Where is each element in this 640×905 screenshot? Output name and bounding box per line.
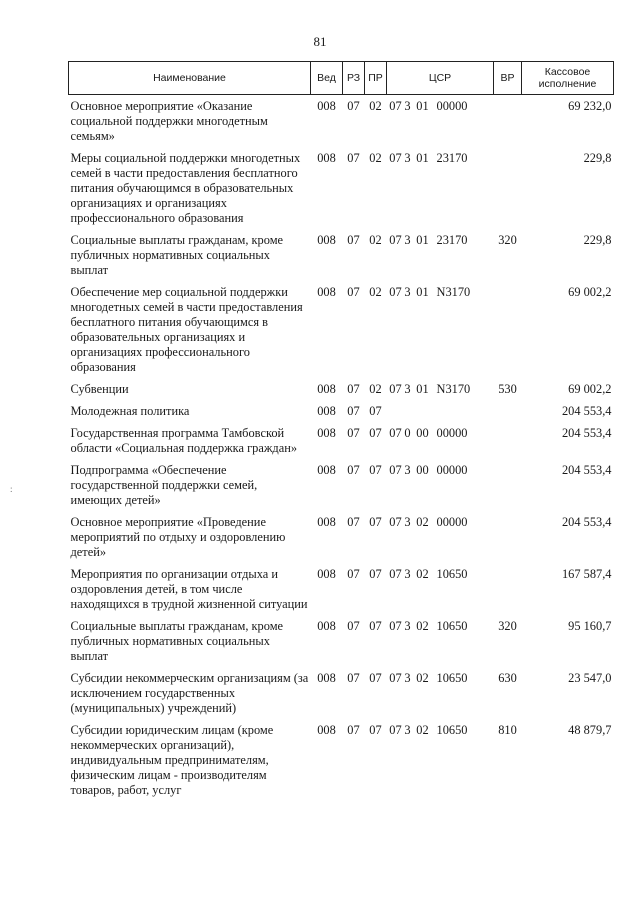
csr-subprogram: 3 [404, 151, 411, 165]
row-rz: 07 [347, 99, 360, 113]
row-csr [387, 563, 494, 615]
csr-subprogram: 3 [404, 463, 411, 477]
row-sum: 204 553,4 [561, 426, 612, 440]
csr-direction: 00000 [436, 99, 468, 113]
csr-program: 07 [389, 567, 402, 581]
row-ved: 008 [317, 515, 336, 529]
csr-activity: 01 [416, 99, 429, 113]
row-csr [387, 229, 494, 281]
row-ved: 008 [317, 671, 336, 685]
row-rz: 07 [347, 233, 360, 247]
margin-mark: : [10, 484, 14, 494]
row-name: Мероприятия по организации отдыха и оздоровления детей, в том числе находящихся в трудной жизненной ситуации [70, 567, 308, 611]
row-vr: 810 [498, 723, 517, 737]
table-row [69, 563, 614, 615]
csr-activity: 02 [416, 619, 429, 633]
row-rz: 07 [347, 151, 360, 165]
row-rz: 07 [347, 382, 360, 396]
row-name: Субсидии юридическим лицам (кроме некоммерческих организаций), индивидуальным предпринимателям, физическим лицам - производителям товаров, работ, услуг [70, 723, 274, 797]
row-ved: 008 [317, 463, 336, 477]
csr-direction: 00000 [436, 515, 468, 529]
row-ved: 008 [317, 99, 336, 113]
csr-subprogram: 3 [404, 619, 411, 633]
row-ved: 008 [317, 567, 336, 581]
row-vr [494, 422, 522, 459]
row-pr: 07 [369, 619, 382, 633]
header-ved: Вед [311, 62, 343, 95]
table-row [69, 667, 614, 719]
csr-direction: N3170 [436, 382, 471, 396]
row-sum: 204 553,4 [561, 463, 612, 477]
row-pr: 07 [369, 723, 382, 737]
row-ved: 008 [317, 723, 336, 737]
row-sum: 167 587,4 [561, 567, 612, 581]
csr-direction: 10650 [436, 671, 468, 685]
row-rz: 07 [347, 723, 360, 737]
row-vr [494, 511, 522, 563]
csr-program: 07 [389, 233, 402, 247]
csr-direction: 10650 [436, 619, 468, 633]
header-rz: РЗ [343, 62, 365, 95]
csr-activity: 01 [416, 285, 429, 299]
csr-subprogram: 3 [404, 233, 411, 247]
csr-program: 07 [389, 151, 402, 165]
table-row [69, 229, 614, 281]
row-ved: 008 [317, 233, 336, 247]
csr-direction: 00000 [436, 426, 468, 440]
row-name: Обеспечение мер социальной поддержки многодетных семей в части предоставления бесплатного питания обучающимся в образовательных организациях и организациях профессионального образования [70, 285, 303, 374]
row-csr [387, 459, 494, 511]
csr-direction: 10650 [436, 723, 468, 737]
csr-program: 07 [389, 99, 402, 113]
csr-activity: 00 [416, 426, 429, 440]
table-row [69, 281, 614, 378]
row-sum: 48 879,7 [568, 723, 612, 737]
row-pr: 02 [369, 233, 382, 247]
table-row [69, 459, 614, 511]
header-name: Наименование [69, 62, 311, 95]
table-row [69, 400, 614, 422]
row-csr [387, 147, 494, 229]
csr-activity: 02 [416, 567, 429, 581]
csr-activity: 02 [416, 723, 429, 737]
row-ved: 008 [317, 404, 336, 418]
csr-subprogram: 3 [404, 99, 411, 113]
csr-program: 07 [389, 426, 402, 440]
budget-table [68, 61, 614, 801]
row-name: Основное мероприятие «Оказание социальной поддержки многодетным семьям» [70, 99, 268, 143]
csr-program: 07 [389, 463, 402, 477]
table-row [69, 511, 614, 563]
csr-program: 07 [389, 285, 402, 299]
row-vr [494, 147, 522, 229]
row-csr [387, 422, 494, 459]
csr-direction: 23170 [436, 233, 468, 247]
row-ved: 008 [317, 285, 336, 299]
header-pr: ПР [365, 62, 387, 95]
row-vr: 630 [498, 671, 517, 685]
csr-direction: 10650 [436, 567, 468, 581]
row-vr [494, 95, 522, 148]
row-name: Социальные выплаты гражданам, кроме публичных нормативных социальных выплат [70, 233, 284, 277]
csr-activity: 02 [416, 515, 429, 529]
row-sum: 69 002,2 [568, 382, 612, 396]
row-pr: 02 [369, 151, 382, 165]
csr-direction: 23170 [436, 151, 468, 165]
csr-program: 07 [389, 619, 402, 633]
row-csr [387, 667, 494, 719]
csr-program: 07 [389, 382, 402, 396]
table-row [69, 95, 614, 148]
row-rz: 07 [347, 285, 360, 299]
row-rz: 07 [347, 515, 360, 529]
table-row [69, 719, 614, 801]
row-vr [494, 400, 522, 422]
csr-activity: 02 [416, 671, 429, 685]
csr-subprogram: 3 [404, 285, 411, 299]
row-pr: 02 [369, 382, 382, 396]
row-pr: 07 [369, 426, 382, 440]
csr-activity: 01 [416, 151, 429, 165]
csr-program: 07 [389, 671, 402, 685]
row-csr [387, 378, 494, 400]
row-vr [494, 281, 522, 378]
row-csr [387, 719, 494, 801]
row-pr: 07 [369, 515, 382, 529]
row-rz: 07 [347, 671, 360, 685]
row-sum: 69 232,0 [568, 99, 612, 113]
csr-activity: 00 [416, 463, 429, 477]
row-sum: 229,8 [583, 151, 612, 165]
csr-subprogram: 3 [404, 382, 411, 396]
row-ved: 008 [317, 619, 336, 633]
table-row [69, 378, 614, 400]
csr-subprogram: 0 [404, 426, 411, 440]
row-ved: 008 [317, 382, 336, 396]
table-body [69, 95, 614, 802]
row-csr [387, 615, 494, 667]
row-csr [387, 281, 494, 378]
row-csr [387, 400, 494, 422]
row-ved: 008 [317, 426, 336, 440]
row-pr: 02 [369, 285, 382, 299]
csr-subprogram: 3 [404, 723, 411, 737]
header-vr: ВР [494, 62, 522, 95]
row-sum: 204 553,4 [561, 404, 612, 418]
row-name: Государственная программа Тамбовской области «Социальная поддержка граждан» [70, 426, 298, 455]
row-csr [387, 95, 494, 148]
row-ved: 008 [317, 151, 336, 165]
csr-direction: 00000 [436, 463, 468, 477]
csr-subprogram: 3 [404, 567, 411, 581]
page-number: 81 [313, 34, 327, 49]
row-name: Субвенции [70, 382, 129, 396]
csr-subprogram: 3 [404, 671, 411, 685]
csr-program: 07 [389, 515, 402, 529]
header-csr: ЦСР [387, 62, 494, 95]
row-csr [387, 511, 494, 563]
row-vr: 530 [498, 382, 517, 396]
csr-activity: 01 [416, 233, 429, 247]
row-rz: 07 [347, 619, 360, 633]
row-rz: 07 [347, 567, 360, 581]
row-sum: 204 553,4 [561, 515, 612, 529]
csr-activity: 01 [416, 382, 429, 396]
table-row [69, 147, 614, 229]
header-sum: Кассовое исполнение [522, 62, 614, 95]
row-pr: 07 [369, 671, 382, 685]
row-vr: 320 [498, 233, 517, 247]
row-pr: 07 [369, 463, 382, 477]
row-name: Подпрограмма «Обеспечение государственной поддержки семей, имеющих детей» [70, 463, 258, 507]
row-name: Молодежная политика [70, 404, 190, 418]
row-sum: 229,8 [583, 233, 612, 247]
row-rz: 07 [347, 426, 360, 440]
row-vr [494, 459, 522, 511]
row-name: Субсидии некоммерческим организациям (за исключением государственных (муниципальных) учреждений) [70, 671, 309, 715]
row-pr: 02 [369, 99, 382, 113]
row-pr: 07 [369, 404, 382, 418]
table-row [69, 422, 614, 459]
row-vr: 320 [498, 619, 517, 633]
table-header [69, 62, 614, 95]
row-name: Социальные выплаты гражданам, кроме публичных нормативных социальных выплат [70, 619, 284, 663]
row-sum: 69 002,2 [568, 285, 612, 299]
row-sum: 95 160,7 [568, 619, 612, 633]
row-name: Основное мероприятие «Проведение мероприятий по отдыху и оздоровлению детей» [70, 515, 286, 559]
row-vr [494, 563, 522, 615]
csr-subprogram: 3 [404, 515, 411, 529]
row-pr: 07 [369, 567, 382, 581]
row-sum: 23 547,0 [568, 671, 612, 685]
table-row [69, 615, 614, 667]
row-name: Меры социальной поддержки многодетных семей в части предоставления бесплатного питания обучающимся в образовательных организациях и организациях профессионального образования [70, 151, 301, 225]
row-rz: 07 [347, 404, 360, 418]
row-rz: 07 [347, 463, 360, 477]
csr-direction: N3170 [436, 285, 471, 299]
csr-program: 07 [389, 723, 402, 737]
